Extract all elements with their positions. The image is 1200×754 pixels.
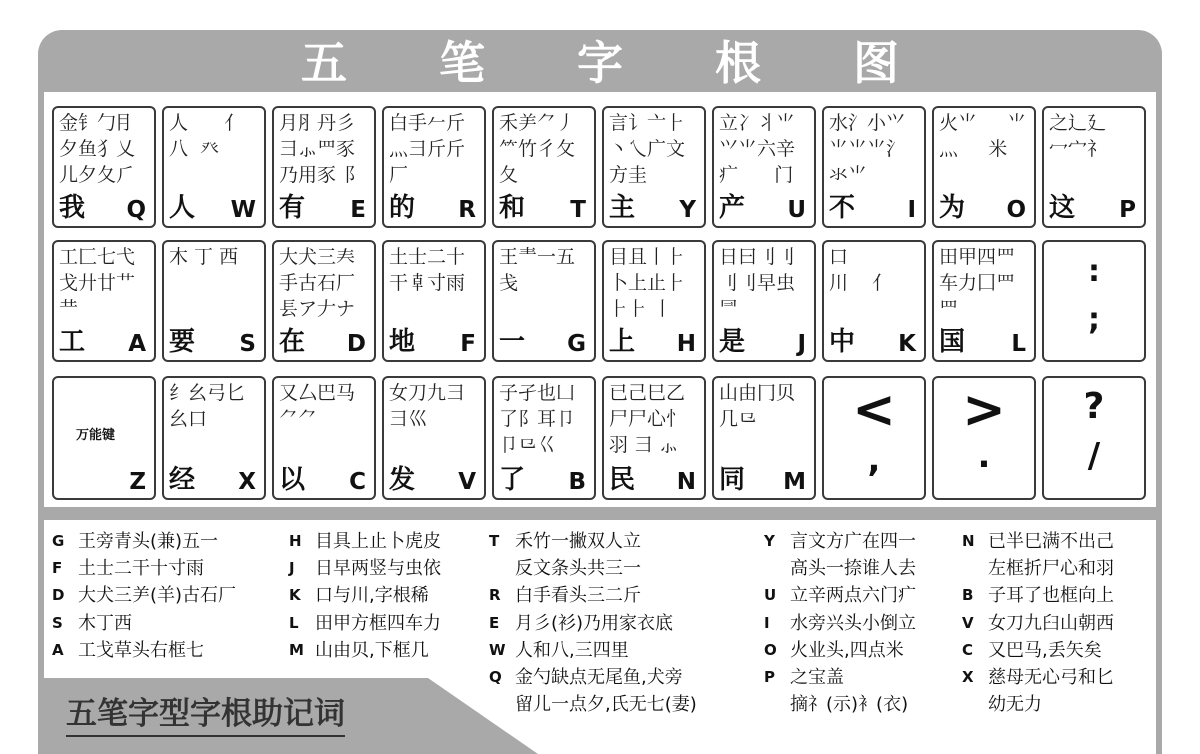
key-symbol-upper: < bbox=[852, 380, 896, 440]
key-roots: 目且丨⺊ 卜上止⺊ ⺊⺊ 丨 bbox=[609, 246, 686, 320]
mnemonic-text: 之宝盖 bbox=[790, 667, 844, 688]
key-letter: Z bbox=[129, 469, 146, 495]
mnemonic-text: 口与川,字根稀 bbox=[315, 585, 429, 607]
mnemonic-key: A bbox=[52, 640, 64, 659]
key-roots: 田甲四罒 车力囗罒 ⺫ bbox=[939, 246, 1016, 320]
key-character: 经 bbox=[169, 465, 196, 495]
key-character: 和 bbox=[499, 193, 526, 223]
key-character: 上 bbox=[609, 327, 636, 357]
mnemonic-row bbox=[52, 637, 204, 664]
key-symbol-upper: ? bbox=[1083, 386, 1105, 427]
key-character: 产 bbox=[719, 193, 746, 223]
key-w[interactable] bbox=[162, 106, 266, 228]
mnemonic-text: 金勺缺点无尾鱼,犬旁 bbox=[515, 667, 683, 688]
key-roots: 月⺼丹彡 ⺕⺗罒豕 乃用豕⻏ bbox=[279, 112, 356, 186]
key-v[interactable] bbox=[382, 376, 486, 500]
key-letter: N bbox=[676, 469, 696, 495]
key-f[interactable] bbox=[382, 240, 486, 362]
key-character: 主 bbox=[609, 193, 636, 223]
key-j[interactable] bbox=[712, 240, 816, 362]
mnemonic-key: P bbox=[764, 668, 775, 686]
key-c[interactable] bbox=[272, 376, 376, 500]
key-l[interactable] bbox=[932, 240, 1036, 362]
mnemonic-key: L bbox=[289, 613, 299, 632]
key-roots: 已己巳乙 尸尸心忄 羽 ⺕ ⺗ bbox=[609, 382, 686, 456]
key-roots: 白手𠂉斤 ⺣⺕斤斤 厂 bbox=[389, 112, 466, 186]
key-symbol-lower: . bbox=[977, 436, 991, 476]
mnemonic-text: 摘礻(示)衤(衣) bbox=[790, 694, 909, 716]
title-char: 根 bbox=[715, 36, 761, 90]
key-symbol-upper: : bbox=[1088, 254, 1100, 289]
mnemonic-text: 工戈草头右框七 bbox=[78, 639, 204, 661]
key-roots: 人 亻 八 癶 bbox=[169, 112, 244, 160]
key-t[interactable] bbox=[492, 106, 596, 228]
mnemonic-text: 子耳了也框向上 bbox=[988, 585, 1114, 607]
footer-title: 五笔字型字根助记词 bbox=[66, 688, 345, 737]
key-character: 发 bbox=[389, 465, 416, 495]
mnemonic-row bbox=[289, 528, 441, 555]
key-roots: 子孑也凵 了阝耳卩 卩⺋巜 bbox=[499, 382, 576, 456]
key-h[interactable] bbox=[602, 240, 706, 362]
key-character: 是 bbox=[719, 327, 746, 357]
mnemonic-row bbox=[52, 555, 204, 582]
key-symbol-lower: , bbox=[867, 440, 881, 480]
mnemonic-text: 月彡(衫)乃用家衣底 bbox=[515, 612, 674, 634]
mnemonic-key: I bbox=[764, 613, 770, 632]
key-letter: Y bbox=[679, 197, 696, 223]
key-character: 民 bbox=[609, 465, 636, 495]
key-z[interactable] bbox=[52, 376, 156, 500]
key-s[interactable] bbox=[162, 240, 266, 362]
key-character: 这 bbox=[1049, 193, 1076, 223]
key-roots: 立冫丬⺌ ⺍⺌六辛 疒 门 bbox=[719, 112, 796, 186]
mnemonic-text: 木丁西 bbox=[78, 612, 132, 634]
mnemonic-text: 目具上止卜虎皮 bbox=[315, 531, 441, 552]
key-p[interactable] bbox=[1042, 106, 1146, 228]
mnemonic-text: 水旁兴头小倒立 bbox=[790, 612, 916, 634]
key-o[interactable] bbox=[932, 106, 1036, 228]
key-character: 地 bbox=[389, 327, 416, 357]
key-roots: 口 川 ⺅ bbox=[829, 246, 892, 294]
key-character: 有 bbox=[279, 193, 306, 223]
page-title bbox=[38, 30, 1162, 90]
key-d[interactable] bbox=[272, 240, 376, 362]
key-character: 我 bbox=[59, 193, 86, 223]
key-roots: 土士二十 干𠦝寸雨 bbox=[389, 246, 466, 294]
key-letter: F bbox=[460, 331, 476, 357]
mnemonic-text: 大犬三⺶(羊)古石厂 bbox=[78, 585, 237, 607]
mnemonic-row bbox=[489, 664, 683, 691]
mnemonic-row bbox=[289, 582, 429, 609]
key-roots: 纟幺弓匕 幺口 bbox=[169, 382, 246, 430]
mnemonic-text: 火业头,四点米 bbox=[790, 639, 904, 661]
key-letter: X bbox=[238, 469, 256, 495]
key-letter: T bbox=[570, 197, 586, 223]
mnemonic-text: 留儿一点夕,氏无七(妻) bbox=[515, 694, 697, 716]
mnemonic-key: J bbox=[289, 559, 295, 578]
key-roots: 火⺌ ⺌ 灬 米 bbox=[939, 112, 1027, 160]
mnemonic-key: X bbox=[962, 668, 974, 686]
key-k[interactable] bbox=[822, 240, 926, 362]
key-q[interactable] bbox=[52, 106, 156, 228]
key-letter: H bbox=[676, 331, 696, 357]
mnemonic-key: U bbox=[764, 586, 777, 605]
key-roots: 山由冂贝 几⺋ bbox=[719, 382, 796, 430]
key-roots: 工匚七弋 戈廾廿艹 龷 bbox=[59, 246, 136, 320]
key-letter: P bbox=[1119, 197, 1136, 223]
key-roots: 大犬三𡗗 手古石厂 镸ア𠂇ナ bbox=[279, 246, 356, 320]
key-roots: 禾⺶⺈丿 ⺮竹彳攵 夂 bbox=[499, 112, 576, 186]
key-letter: R bbox=[458, 197, 476, 223]
mnemonic-row bbox=[764, 637, 904, 664]
mnemonic-key: B bbox=[962, 586, 974, 605]
key-letter: E bbox=[350, 197, 366, 223]
key-letter: A bbox=[128, 331, 146, 357]
mnemonic-row bbox=[289, 610, 441, 637]
mnemonic-row bbox=[764, 610, 916, 637]
mnemonic-text: 王旁青头(兼)五一 bbox=[78, 531, 219, 552]
key-character: 中 bbox=[829, 327, 856, 357]
mnemonic-text: 白手看头三二斤 bbox=[515, 585, 641, 607]
key-y[interactable] bbox=[602, 106, 706, 228]
key-roots: 又厶巴马 ⺈⺈ bbox=[279, 382, 356, 430]
mnemonic-key: R bbox=[489, 586, 501, 605]
mnemonic-text: 立辛两点六门疒 bbox=[790, 585, 916, 607]
key-character: 国 bbox=[939, 327, 966, 357]
key-comma[interactable] bbox=[822, 376, 926, 500]
mnemonic-text: 反文条头共三一 bbox=[515, 558, 641, 580]
mnemonic-key bbox=[962, 555, 988, 582]
mnemonic-row bbox=[289, 637, 429, 664]
mnemonic-key: K bbox=[289, 586, 301, 605]
key-r[interactable] bbox=[382, 106, 486, 228]
title-char: 五 bbox=[301, 36, 347, 90]
mnemonic-row bbox=[764, 528, 916, 555]
mnemonic-key: V bbox=[962, 613, 974, 632]
key-character: 一 bbox=[499, 327, 526, 357]
mnemonic-text: 左框折尸心和羽 bbox=[988, 558, 1114, 580]
key-slash[interactable] bbox=[1042, 376, 1146, 500]
mnemonic-key bbox=[489, 555, 515, 582]
mnemonic-row bbox=[489, 555, 641, 582]
mnemonic-key bbox=[764, 691, 790, 718]
key-letter: Q bbox=[126, 197, 146, 223]
key-letter: V bbox=[458, 469, 476, 495]
mnemonic-key: O bbox=[764, 640, 777, 659]
key-n[interactable] bbox=[602, 376, 706, 500]
key-letter: C bbox=[349, 469, 366, 495]
key-symbol-lower: ; bbox=[1088, 302, 1100, 337]
key-character: 的 bbox=[389, 193, 416, 223]
mnemonic-text: 已半巳满不出己 bbox=[988, 531, 1114, 552]
mnemonic-text: 土士二干十寸雨 bbox=[78, 558, 204, 580]
mnemonic-row bbox=[52, 610, 132, 637]
key-i[interactable] bbox=[822, 106, 926, 228]
key-letter: S bbox=[239, 331, 256, 357]
key-semicolon[interactable] bbox=[1042, 240, 1146, 362]
mnemonic-row bbox=[962, 610, 1114, 637]
mnemonic-key: F bbox=[52, 559, 63, 578]
key-letter: D bbox=[346, 331, 366, 357]
mnemonic-row bbox=[489, 582, 641, 609]
key-x[interactable] bbox=[162, 376, 266, 500]
mnemonic-row bbox=[764, 664, 844, 691]
key-character: 为 bbox=[939, 193, 966, 223]
mnemonic-key: S bbox=[52, 613, 63, 632]
mnemonic-row bbox=[489, 610, 673, 637]
mnemonic-key: C bbox=[962, 640, 974, 659]
key-b[interactable] bbox=[492, 376, 596, 500]
mnemonic-row bbox=[764, 582, 916, 609]
mnemonic-key bbox=[962, 691, 988, 718]
mnemonic-key: N bbox=[962, 532, 975, 550]
key-character: 了 bbox=[499, 465, 526, 495]
mnemonic-row bbox=[764, 691, 908, 718]
mnemonic-row bbox=[962, 582, 1114, 609]
key-m[interactable] bbox=[712, 376, 816, 500]
key-letter: K bbox=[898, 331, 916, 357]
mnemonic-text: 慈母无心弓和匕 bbox=[988, 667, 1114, 688]
key-letter: J bbox=[797, 331, 806, 357]
mnemonic-key: Q bbox=[489, 668, 502, 686]
title-char: 字 bbox=[577, 36, 623, 90]
key-symbol-upper: > bbox=[962, 380, 1006, 440]
key-character: 工 bbox=[59, 327, 86, 357]
key-letter: G bbox=[567, 331, 586, 357]
title-char: 笔 bbox=[439, 36, 485, 90]
mnemonic-row bbox=[962, 691, 1042, 718]
key-roots: 女刀九彐 ⺕巛 bbox=[389, 382, 466, 430]
key-letter: O bbox=[1006, 197, 1026, 223]
key-roots: 之辶廴 冖宀礻 bbox=[1049, 112, 1107, 160]
key-roots: 水氵小⺍ ⺌⺌⺌⺡ 氺⺌ bbox=[829, 112, 906, 186]
mnemonic-text: 高头一捺谁人去 bbox=[790, 558, 916, 580]
mnemonic-row bbox=[489, 637, 629, 664]
mnemonic-row bbox=[289, 555, 441, 582]
key-roots: 日曰刂刂 刂刂早虫 ⺜ bbox=[719, 246, 796, 320]
mnemonic-key: Y bbox=[764, 532, 775, 550]
key-roots: 言讠亠⺊ 丶乀广文 方圭 bbox=[609, 112, 686, 186]
key-character: 以 bbox=[279, 465, 306, 495]
key-roots: 金钅勹⺝ 夕鱼犭乂 儿夕夂⺁ bbox=[59, 112, 136, 186]
mnemonic-text: 女刀九臼山朝西 bbox=[988, 612, 1114, 634]
key-roots: 王龶一五 戋 bbox=[499, 246, 576, 294]
mnemonic-row bbox=[52, 582, 236, 609]
keyboard-diagram bbox=[44, 92, 1156, 507]
wildcard-label: 万能键 bbox=[76, 428, 116, 443]
mnemonic-key bbox=[489, 691, 515, 718]
key-roots: 木 丁 西 bbox=[169, 246, 239, 268]
mnemonic-row bbox=[489, 528, 641, 555]
mnemonic-text: 又巴马,丢矢矣 bbox=[988, 639, 1102, 661]
mnemonic-key: E bbox=[489, 613, 500, 632]
mnemonic-text: 田甲方框四车力 bbox=[315, 612, 441, 634]
mnemonic-text: 日早两竖与虫依 bbox=[315, 558, 441, 580]
key-letter: W bbox=[230, 197, 256, 223]
key-g[interactable] bbox=[492, 240, 596, 362]
mnemonic-key: M bbox=[289, 640, 304, 659]
mnemonic-key bbox=[764, 555, 790, 582]
title-char: 图 bbox=[853, 36, 899, 90]
key-u[interactable] bbox=[712, 106, 816, 228]
mnemonic-text: 山由贝,下框几 bbox=[315, 639, 429, 661]
mnemonic-text: 幼无力 bbox=[988, 694, 1042, 716]
mnemonic-row bbox=[764, 555, 916, 582]
key-letter: I bbox=[907, 197, 916, 223]
mnemonic-text: 人和八,三四里 bbox=[515, 639, 629, 661]
key-period[interactable] bbox=[932, 376, 1036, 500]
key-letter: L bbox=[1011, 331, 1026, 357]
key-letter: U bbox=[787, 197, 806, 223]
key-character: 要 bbox=[169, 327, 196, 357]
mnemonic-text: 言文方广在四一 bbox=[790, 531, 916, 552]
mnemonic-row bbox=[962, 528, 1114, 555]
mnemonic-key: T bbox=[489, 532, 500, 550]
mnemonic-key: G bbox=[52, 532, 65, 550]
mnemonic-row bbox=[52, 528, 218, 555]
mnemonic-text: 禾竹一撇双人立 bbox=[515, 531, 641, 552]
key-character: 不 bbox=[829, 193, 856, 223]
mnemonic-key: H bbox=[289, 532, 302, 550]
key-letter: B bbox=[568, 469, 586, 495]
mnemonic-row bbox=[962, 555, 1114, 582]
mnemonic-key: W bbox=[489, 640, 506, 659]
mnemonic-key: D bbox=[52, 586, 65, 605]
key-character: 在 bbox=[279, 327, 306, 357]
key-symbol-lower: / bbox=[1087, 436, 1101, 476]
key-a[interactable] bbox=[52, 240, 156, 362]
mnemonic-row bbox=[962, 664, 1114, 691]
key-e[interactable] bbox=[272, 106, 376, 228]
key-character: 人 bbox=[169, 193, 196, 223]
key-letter: M bbox=[783, 469, 806, 495]
mnemonic-row bbox=[962, 637, 1102, 664]
mnemonic-row bbox=[489, 691, 697, 718]
key-character: 同 bbox=[719, 465, 746, 495]
